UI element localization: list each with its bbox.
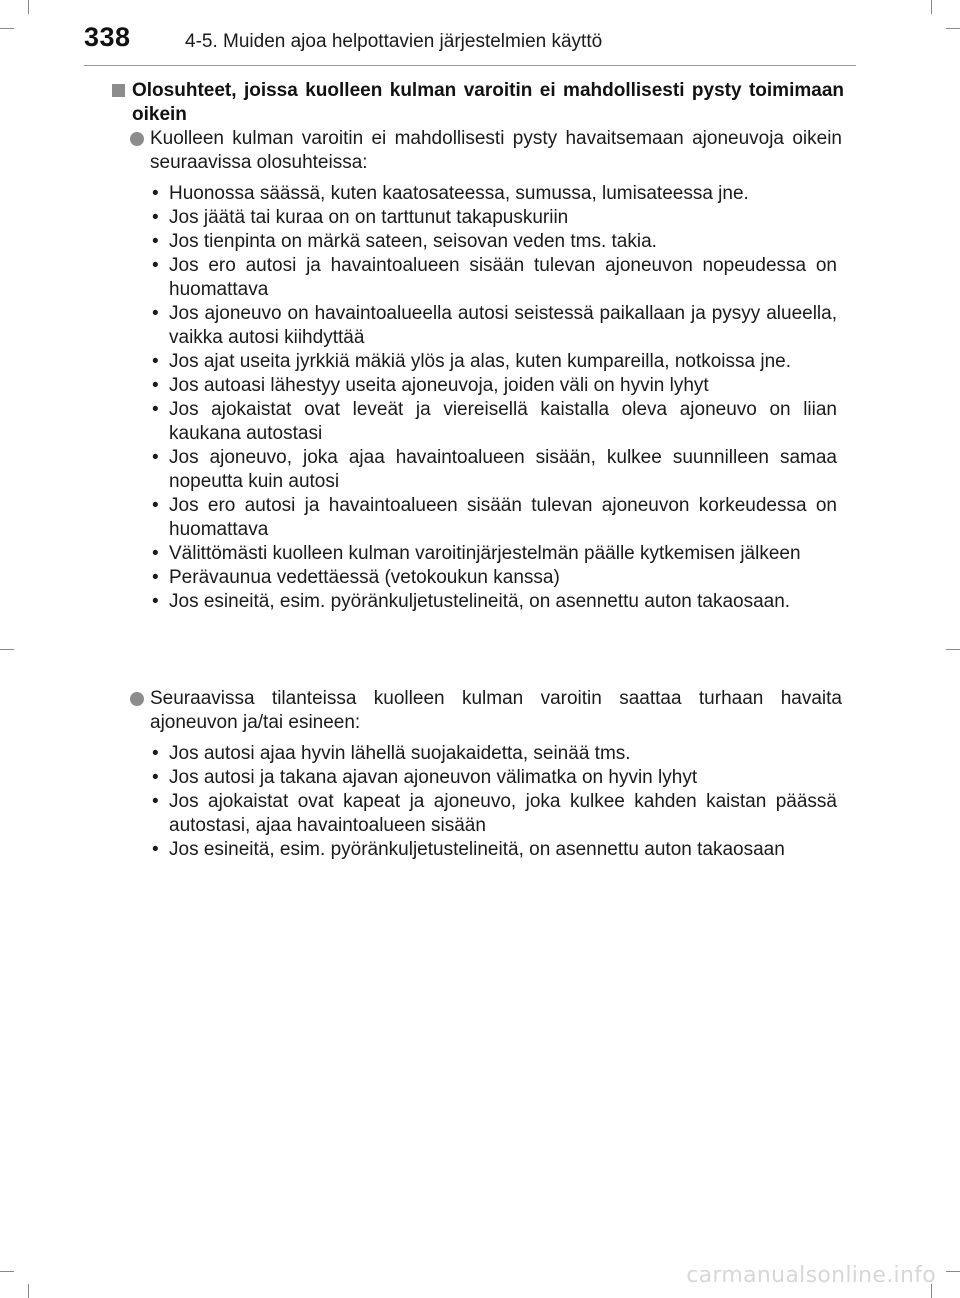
list-item: • Huonossa säässä, kuten kaatosateessa, sumussa, lumisateessa jne. xyxy=(152,183,749,204)
list-item: • Jos jäätä tai kuraa on on tarttunut takapuskuriin xyxy=(152,207,569,228)
crop-mark xyxy=(0,649,14,650)
page-number: 338 xyxy=(84,22,131,52)
intro-text: Seuraavissa tilanteissa kuolleen kulman varoitin saattaa turhaan havaita ajoneuvon ja/tai esineen: xyxy=(150,688,842,733)
page-header xyxy=(0,0,960,66)
chapter-title: 4-5. Muiden ajoa helpottavien järjestelmien käyttö xyxy=(185,31,603,52)
circle-bullet-icon xyxy=(130,132,144,146)
square-bullet-icon xyxy=(112,84,125,97)
list-item: • Jos ajoneuvo on havaintoalueella autosi seistessä paikallaan ja pysyy alueella, vaikka autosi kiihdyttää xyxy=(152,303,837,348)
crop-mark xyxy=(946,1271,960,1272)
crop-mark xyxy=(946,649,960,650)
list-item: • Jos autosi ajaa hyvin lähellä suojakaidetta, seinää tms. xyxy=(152,743,631,764)
watermark: carmanualsonline.info xyxy=(686,1263,936,1288)
section-heading xyxy=(112,79,844,127)
header-divider xyxy=(84,65,856,66)
list-item: • Jos esineitä, esim. pyöränkuljetustelineitä, on asennettu auton takaosaan xyxy=(152,839,785,860)
list-item: • Jos esineitä, esim. pyöränkuljetustelineitä, on asennettu auton takaosaan. xyxy=(152,591,791,612)
circle-bullet-icon xyxy=(130,692,144,706)
list-item: • Jos ajokaistat ovat leveät ja viereisellä kaistalla oleva ajoneuvo on liian kaukana autostasi xyxy=(152,399,837,444)
list-item: • Jos tienpinta on märkä sateen, seisovan veden tms. takia. xyxy=(152,231,657,252)
crop-mark xyxy=(0,1271,14,1272)
list-item: • Jos ajat useita jyrkkiä mäkiä ylös ja alas, kuten kumpareilla, notkoissa jne. xyxy=(152,351,792,372)
intro-paragraph-2 xyxy=(130,687,842,735)
intro-text: Kuolleen kulman varoitin ei mahdollisesti pysty havaitsemaan ajoneuvoja oikein seuraavissa olosuhteissa: xyxy=(150,128,842,173)
section-heading-text: Olosuhteet, joissa kuolleen kulman varoitin ei mahdollisesti pysty toimimaan oikein xyxy=(132,80,844,125)
list-item: • Jos ero autosi ja havaintoalueen sisään tulevan ajoneuvon nopeudessa on huomattava xyxy=(152,255,837,300)
list-item: • Perävaunua vedettäessä (vetokoukun kanssa) xyxy=(152,567,560,588)
crop-mark xyxy=(28,1284,29,1298)
condition-list-2 xyxy=(149,742,837,862)
list-item: • Jos ajoneuvo, joka ajaa havaintoalueen sisään, kulkee suunnilleen samaa nopeutta kuin autosi xyxy=(152,447,837,492)
list-item: • Jos ajokaistat ovat kapeat ja ajoneuvo, joka kulkee kahden kaistan päässä autostasi, ajaa havaintoalueen sisään xyxy=(152,791,837,836)
list-item: • Välittömästi kuolleen kulman varoitinjärjestelmän päälle kytkemisen jälkeen xyxy=(152,543,801,564)
condition-list-1 xyxy=(149,182,837,614)
list-item: • Jos autosi ja takana ajavan ajoneuvon välimatka on hyvin lyhyt xyxy=(152,767,698,788)
list-item: • Jos autoasi lähestyy useita ajoneuvoja, joiden väli on hyvin lyhyt xyxy=(152,375,709,396)
list-item: • Jos ero autosi ja havaintoalueen sisään tulevan ajoneuvon korkeudessa on huomattava xyxy=(152,495,837,540)
intro-paragraph-1 xyxy=(130,127,842,175)
